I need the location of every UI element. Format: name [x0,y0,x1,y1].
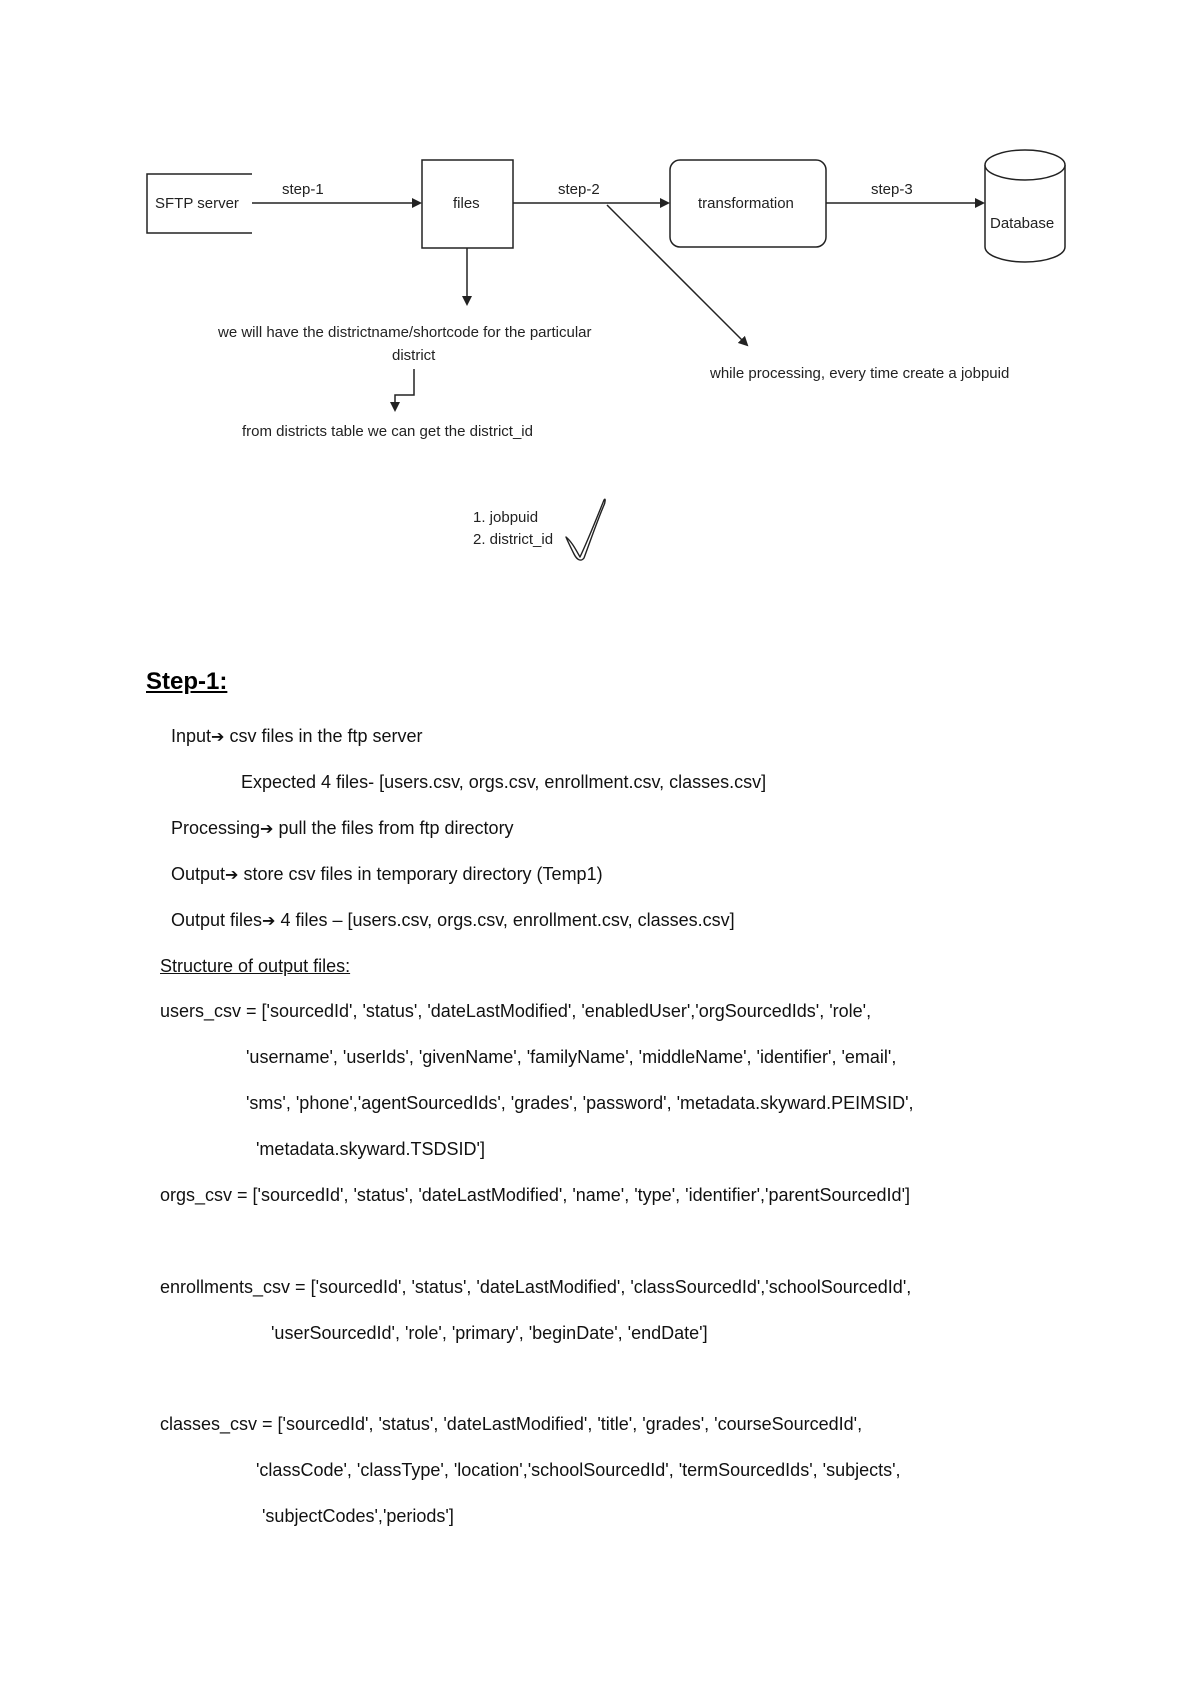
processing-text: pull the files from ftp directory [278,818,514,838]
step-1-label: step-1 [282,181,324,198]
district-table-note: from districts table we can get the district_id [242,423,533,440]
database-label: Database [990,215,1055,232]
users-csv-line-3: 'sms', 'phone','agentSourcedIds', 'grades', 'password', 'metadata.skyward.PEIMSID', [246,1093,914,1113]
files-label: files [453,195,480,212]
transformation-label: transformation [698,195,794,212]
right-arrow-icon: ➔ [262,913,276,930]
input-label: Input [171,726,212,746]
processing-line [171,818,514,839]
right-arrow-icon: ➔ [211,729,225,746]
classes-csv-line-3: 'subjectCodes','periods'] [262,1506,454,1526]
users-csv-line-2: 'username', 'userIds', 'givenName', 'familyName', 'middleName', 'identifier', 'email', [246,1047,897,1067]
output-files-text: 4 files – [users.csv, orgs.csv, enrollment.csv, classes.csv] [280,910,735,930]
users-csv-line-4: 'metadata.skyward.TSDSID'] [256,1139,485,1159]
district-note-line1: we will have the districtname/shortcode for the particular [218,324,592,341]
right-arrow-icon: ➔ [225,867,239,884]
output-line [171,864,603,885]
processing-label: Processing [171,818,261,838]
step-2-label: step-2 [558,181,600,198]
expected-line: Expected 4 files- [users.csv, orgs.csv, enrollment.csv, classes.csv] [241,772,767,792]
users-csv-line-1: users_csv = ['sourcedId', 'status', 'dateLastModified', 'enabledUser','orgSourcedIds', 'role', [160,1001,872,1021]
output-files-line [171,910,735,931]
output-files-label: Output files [171,910,263,930]
input-line [171,726,423,747]
enrollments-csv-line-2: 'userSourcedId', 'role', 'primary', 'beginDate', 'endDate'] [271,1323,708,1343]
output-text: store csv files in temporary directory (Temp1) [243,864,603,884]
structure-title: Structure of output files: [160,956,351,976]
district-note-line2: district [392,347,436,364]
classes-csv-line-1: classes_csv = ['sourcedId', 'status', 'dateLastModified', 'title', 'grades', 'courseSourcedId', [160,1414,863,1434]
output-label: Output [171,864,226,884]
checklist-item-1: 1. jobpuid [473,509,539,526]
enrollments-csv-line-1: enrollments_csv = ['sourcedId', 'status', 'dateLastModified', 'classSourcedId','schoolSourcedId', [160,1277,912,1297]
step-1-heading: Step-1: [146,668,228,695]
processing-note: while processing, every time create a jobpuid [710,365,1010,382]
right-arrow-icon: ➔ [260,821,274,838]
sftp-server-label: SFTP server [155,195,239,212]
checklist-item-2: 2. district_id [473,531,554,548]
orgs-csv-line: orgs_csv = ['sourcedId', 'status', 'dateLastModified', 'name', 'type', 'identifier','parentSourcedId'] [160,1185,911,1205]
step-3-label: step-3 [871,181,913,198]
input-text: csv files in the ftp server [229,726,423,746]
classes-csv-line-2: 'classCode', 'classType', 'location','schoolSourcedId', 'termSourcedIds', 'subjects', [256,1460,901,1480]
